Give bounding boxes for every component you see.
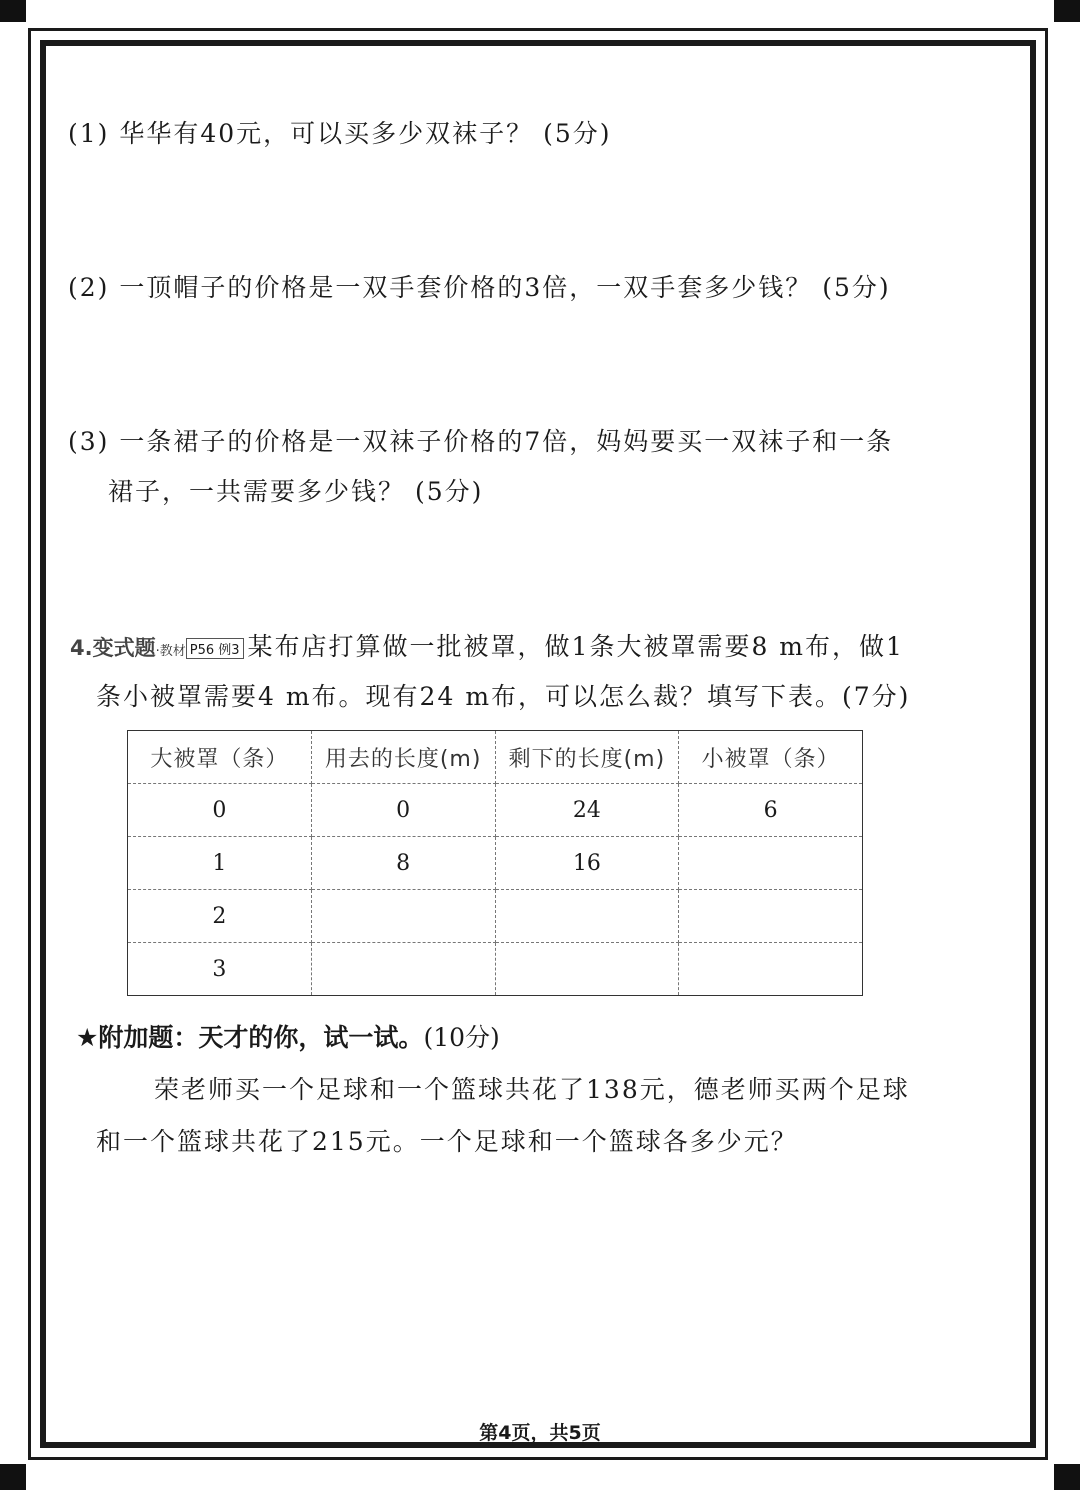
table-cell [311, 943, 495, 996]
table-cell: 24 [495, 784, 679, 837]
table-header-cell: 用去的长度(m) [311, 731, 495, 784]
table-cell: 0 [311, 784, 495, 837]
question-3-part-2: (2) 一顶帽子的价格是一双手套价格的3倍，一双手套多少钱？ (5分) [68, 273, 891, 302]
bonus-points: (10分) [423, 1023, 500, 1052]
table-cell [679, 890, 863, 943]
table-cell [311, 890, 495, 943]
bonus-heading: 附加题：天才的你，试一试。 [98, 1023, 424, 1052]
page-footer: 第4页，共5页 [479, 1422, 601, 1444]
table-cell [495, 890, 679, 943]
question-3-part-3-line-1: (3) 一条裙子的价格是一双袜子价格的7倍，妈妈要买一双袜子和一条 [68, 427, 894, 456]
table-row [128, 837, 863, 890]
table-header-cell: 剩下的长度(m) [495, 731, 679, 784]
table-cell: 3 [128, 943, 312, 996]
table-row [128, 784, 863, 837]
question-4-tag-ref: P56 例3 [186, 638, 244, 659]
question-3-part-3-line-2: 裙子，一共需要多少钱？ (5分) [108, 477, 484, 506]
table-cell [679, 943, 863, 996]
table-header-row [128, 731, 863, 784]
table-row [128, 890, 863, 943]
table-header-cell: 大被罩（条） [128, 731, 312, 784]
table-row [128, 943, 863, 996]
question-4-number: 4. [70, 636, 93, 660]
corner-mark-bottom-right [1054, 1464, 1080, 1490]
question-4-line-2: 条小被罩需要4 m布。现有24 m布，可以怎么裁？填写下表。(7分) [96, 682, 911, 711]
question-4-tag-source: ·教材 [155, 644, 186, 659]
corner-mark-bottom-left [0, 1464, 26, 1490]
star-icon: ★ [76, 1023, 99, 1052]
table-cell: 16 [495, 837, 679, 890]
cutting-table [127, 730, 863, 996]
table-cell: 1 [128, 837, 312, 890]
question-4-text-1: 某布店打算做一批被罩，做1条大被罩需要8 m布，做1 [247, 632, 904, 661]
corner-mark-top-left [0, 0, 26, 22]
bonus-line-2: 和一个篮球共花了215元。一个足球和一个篮球各多少元？ [96, 1127, 798, 1156]
table-cell [679, 837, 863, 890]
table-cell [495, 943, 679, 996]
question-3-part-1: (1) 华华有40元，可以买多少双袜子？ (5分) [68, 119, 612, 148]
table-header-cell: 小被罩（条） [679, 731, 863, 784]
bonus-line-1: 荣老师买一个足球和一个篮球共花了138元，德老师买两个足球 [154, 1075, 910, 1104]
question-4-tag: 变式题 [92, 636, 156, 660]
table-cell: 8 [311, 837, 495, 890]
table-cell: 0 [128, 784, 312, 837]
question-4-line-1 [70, 627, 904, 663]
bonus-title [76, 1018, 500, 1054]
table-cell: 6 [679, 784, 863, 837]
corner-mark-top-right [1054, 0, 1080, 22]
table-cell: 2 [128, 890, 312, 943]
